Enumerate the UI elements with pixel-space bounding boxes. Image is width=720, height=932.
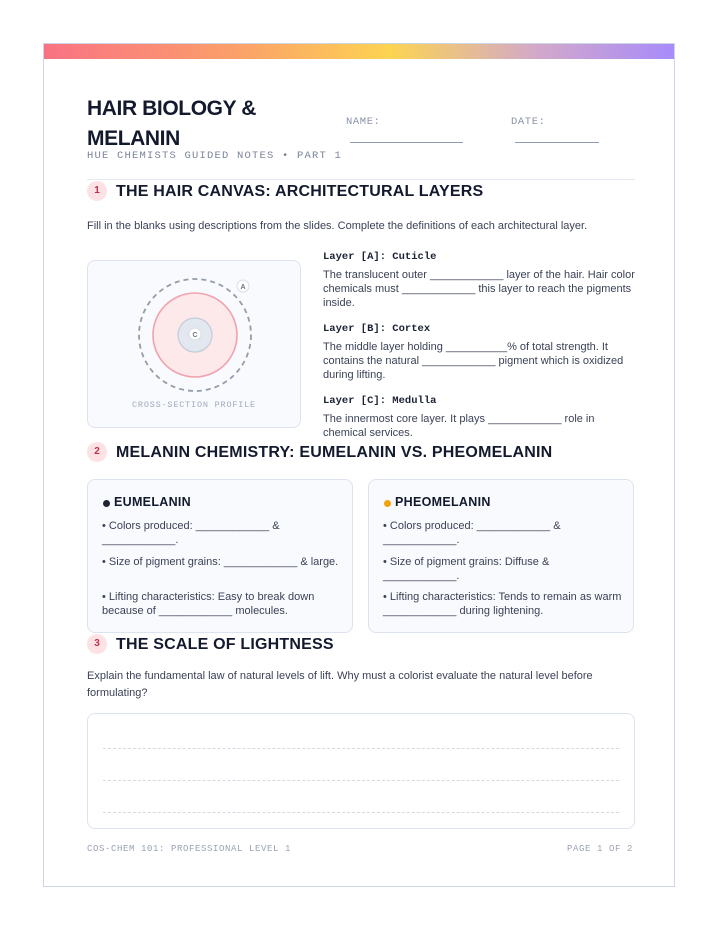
answer-line [103,748,619,749]
section-1-instructions: Fill in the blanks using descriptions from the slides. Complete the definitions of each architectural layer. [87,220,588,232]
worksheet-page [43,43,675,887]
eumelanin-grain-size: • Size of pigment grains: ____________ & large. [102,556,339,568]
page-title: HAIR BIOLOGY & MELANIN [87,97,257,150]
pheomelanin-card [368,479,634,633]
gradient-header-bar [44,44,674,59]
eumelanin-title: EUMELANIN [114,495,192,509]
name-label: NAME: [346,116,381,128]
section-3-title: THE SCALE OF LIGHTNESS [116,636,334,653]
date-label: DATE: [511,116,546,128]
eumelanin-dot-icon [103,500,110,507]
layer-b-heading: Layer [B]: Cortex [323,323,431,335]
header-divider [87,179,635,180]
footer-page-number: PAGE 1 OF 2 [566,844,633,854]
diagram-caption: CROSS-SECTION PROFILE [132,400,256,410]
pheomelanin-colors: • Colors produced: ____________ & ____________. [383,520,561,546]
label-c: C [192,332,198,339]
layer-a-heading: Layer [A]: Cuticle [323,251,437,263]
answer-box[interactable] [87,713,635,829]
answer-line [103,780,619,781]
page-subtitle: HUE CHEMISTS GUIDED NOTES • PART 1 [87,150,343,162]
pheomelanin-grain-size: • Size of pigment grains: Diffuse & ____________. [383,556,550,582]
pheomelanin-dot-icon [384,500,391,507]
name-field[interactable] [350,142,463,143]
layer-a-text: The translucent outer ____________ layer of the hair. Hair color chemicals must ____________ this layer to reach the pigments inside. [323,269,635,309]
eumelanin-colors: • Colors produced: ____________ & ____________. [102,520,280,546]
eumelanin-lifting: • Lifting characteristics: Easy to break down because of ____________ molecules. [102,591,315,617]
hair-cross-section-diagram [87,260,301,428]
section-1-number: 1 [87,181,107,201]
layer-c-text: The innermost core layer. It plays ____________ role in chemical services. [323,413,595,439]
date-field[interactable] [515,142,599,143]
eumelanin-card [87,479,353,633]
section-1-title: THE HAIR CANVAS: ARCHITECTURAL LAYERS [116,183,484,200]
pheomelanin-title: PHEOMELANIN [395,495,491,509]
section-2-number: 2 [87,442,107,462]
pheomelanin-lifting: • Lifting characteristics: Tends to remain as warm ____________ during lightening. [383,591,622,617]
footer-course: COS-CHEM 101: PROFESSIONAL LEVEL 1 [87,844,292,854]
section-3-prompt: Explain the fundamental law of natural levels of lift. Why must a colorist evaluate the natural level before formulating? [87,670,593,699]
section-2-title: MELANIN CHEMISTRY: EUMELANIN VS. PHEOMELANIN [116,444,553,461]
answer-line [103,812,619,813]
layer-c-heading: Layer [C]: Medulla [323,395,437,407]
label-a: A [240,284,246,291]
layer-b-text: The middle layer holding __________% of total strength. It contains the natural ____________ pigment which is oxidized during lifting. [323,341,624,381]
section-3-number: 3 [87,634,107,654]
